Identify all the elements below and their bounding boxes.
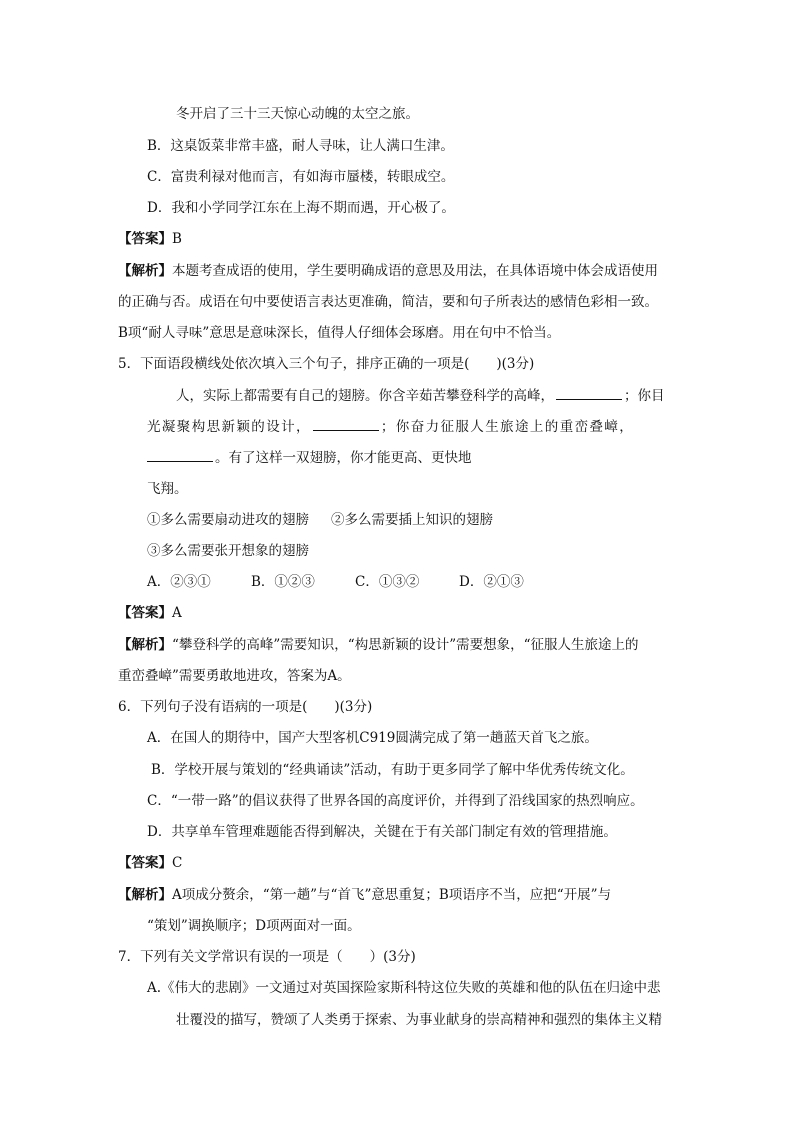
answer-label: 【答案】 [118,231,172,247]
answer-value: B [172,231,182,247]
explanation-label: 【解析】 [118,263,172,279]
q6-answer [118,854,182,872]
option-c: C．①③② [355,574,420,590]
q5-explanation-line-1 [118,636,639,654]
explanation-label: 【解析】 [118,887,172,903]
fill-blank-2 [313,418,379,431]
q7-stem: 7．下列有关文学常识有误的一项是（ ）(3分) [118,949,416,965]
q5-passage-line-2 [147,418,634,436]
q7-option-a-line-2: 壮覆没的描写，赞颂了人类勇于探索、为事业献身的崇高精神和强烈的集体主义精 [176,1012,662,1028]
q5-passage-line-4: 飞翔。 [147,481,188,497]
fill-blank-3 [147,449,213,462]
q4-option-a-continuation: 冬开启了三十三天惊心动魄的太空之旅。 [176,106,419,122]
q5-explanation-line-2: 重峦叠嶂”需要勇敢地进攻，答案为A。 [118,668,351,684]
q5-passage-line-3 [147,449,472,467]
answer-value: C [172,855,183,871]
sentence-1: ①多么需要扇动进攻的翅膀 [147,512,309,528]
option-b: B．①②③ [251,574,315,590]
option-a: A．②③① [147,574,211,590]
q5-sentences-row-1 [147,511,493,529]
q4-answer [118,230,182,248]
q4-explanation-line-2: 的正确与否。成语在句中要使语言表达更准确，简洁，要和句子所表达的感情色彩相一致。 [118,294,658,310]
q5-stem: 5．下面语段横线处依次填入三个句子，排序正确的一项是( )(3分) [118,356,535,372]
passage-text: ；你目 [624,388,665,404]
q5-answer [118,604,182,622]
fill-blank-1 [556,387,622,400]
option-d: D．②①③ [459,574,524,590]
passage-text: 光凝聚构思新颖的设计， [147,419,311,435]
q6-stem: 6．下列句子没有语病的一项是( )(3分) [118,699,373,715]
q6-option-d: D．共享单车管理难题能否得到解决，关键在于有关部门制定有效的管理措施。 [147,824,617,840]
q4-explanation-line-3: B项“耐人寻味”意思是意味深长，值得人仔细体会琢磨。用在句中不恰当。 [118,325,561,341]
q7-option-a-line-1: A.《伟大的悲剧》一文通过对英国探险家斯科特这位失败的英雄和他的队伍在归途中悲 [147,980,661,996]
passage-text: 。有了这样一双翅膀，你才能更高、更快地 [215,450,472,466]
q5-sentence-3: ③多么需要张开想象的翅膀 [147,543,309,559]
q4-option-d: D．我和小学同学江东在上海不期而遇，开心极了。 [147,200,455,216]
q6-option-a: A．在国人的期待中，国产大型客机C919圆满完成了第一趟蓝天首飞之旅。 [147,730,598,746]
answer-label: 【答案】 [118,605,172,621]
q6-explanation-line-1 [118,886,611,904]
explanation-label: 【解析】 [118,637,172,653]
answer-label: 【答案】 [118,855,172,871]
explanation-text: 本题考查成语的使用，学生要明确成语的意思及用法，在具体语境中体会成语使用 [172,263,658,279]
explanation-text: A项成分赘余，“第一趟”与“首飞”意思重复；B项语序不当，应把“开展”与 [172,887,612,903]
q5-passage-line-1 [176,387,665,405]
q6-option-c: C．“一带一路”的倡议获得了世界各国的高度评价，并得到了沿线国家的热烈响应。 [147,793,644,809]
explanation-text: “攀登科学的高峰”需要知识，“构思新颖的设计”需要想象，“征服人生旅途上的 [172,637,639,653]
sentence-2: ②多么需要插上知识的翅膀 [331,512,493,528]
passage-text: ；你奋力征服人生旅途上的重峦叠嶂， [380,419,635,435]
q5-options [147,573,524,591]
q4-explanation-line-1 [118,262,658,280]
q4-option-c: C．富贵利禄对他而言，有如海市蜃楼，转眼成空。 [147,169,455,185]
q6-explanation-line-2: “策划”调换顺序；D项两面对一面。 [147,918,361,934]
answer-value: A [172,605,182,621]
q4-option-b: B．这桌饭菜非常丰盛，耐人寻味，让人满口生津。 [147,138,454,154]
passage-text: 人，实际上都需要有自己的翅膀。你含辛茹苦攀登科学的高峰， [176,388,554,404]
q6-option-b: B．学校开展与策划的“经典诵读”活动，有助于更多同学了解中华优秀传统文化。 [151,762,634,778]
